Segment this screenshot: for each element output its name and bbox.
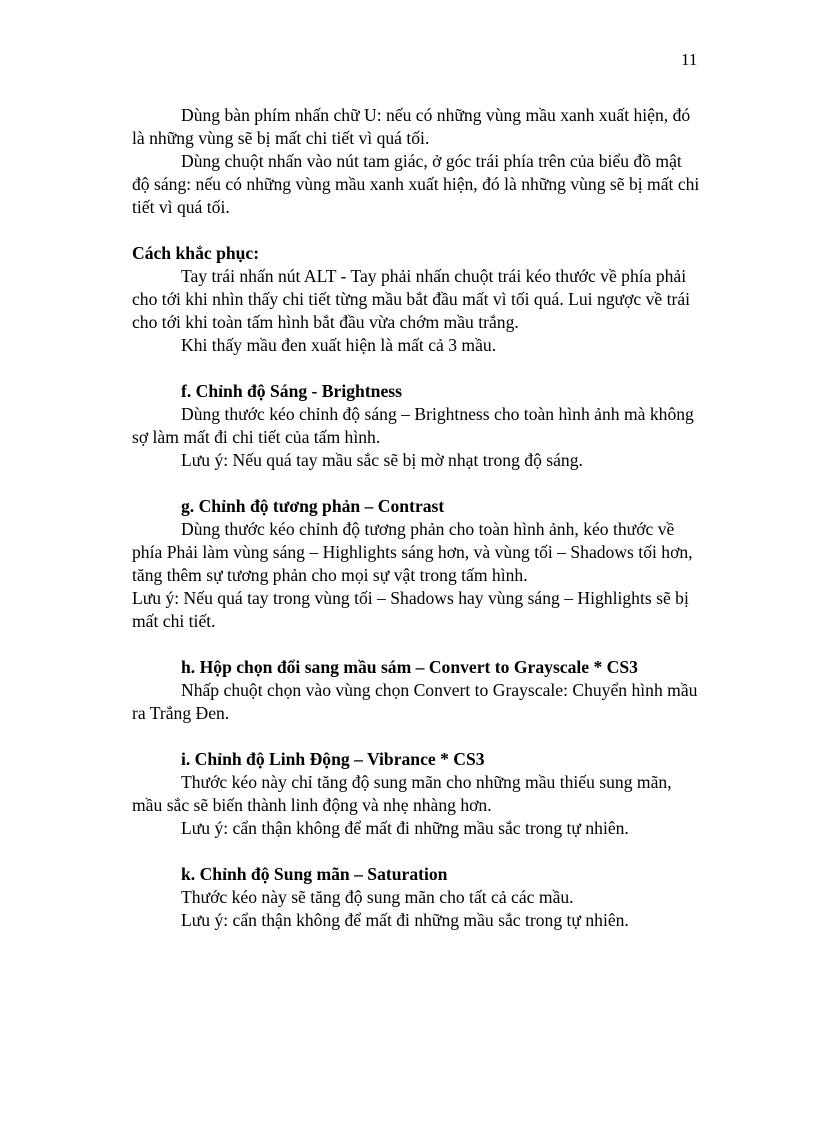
section-heading-brightness: f. Chỉnh độ Sáng - Brightness: [181, 381, 402, 401]
page-number: 11: [681, 50, 698, 69]
document-body: [132, 104, 702, 932]
paragraph: Dùng thước kéo chỉnh độ sáng – Brightness cho toàn hình ảnh mà không sợ làm mất đi chi tiết của tấm hình.: [132, 404, 694, 447]
paragraph: Thước kéo này sẽ tăng độ sung mãn cho tất cả các mầu.: [181, 887, 574, 907]
note: Lưu ý: cẩn thận không để mất đi những mầu sắc trong tự nhiên.: [181, 818, 629, 838]
note: Lưu ý: cẩn thận không để mất đi những mầu sắc trong tự nhiên.: [181, 910, 629, 930]
paragraph: Thước kéo này chỉ tăng độ sung mãn cho những mầu thiếu sung mãn, mầu sắc sẽ biến thành linh động và nhẹ nhàng hơn.: [132, 772, 672, 815]
section-heading-grayscale: h. Hộp chọn đổi sang mầu sám – Convert to Grayscale * CS3: [181, 657, 638, 677]
paragraph: Dùng chuột nhấn vào nút tam giác, ở góc trái phía trên của biểu đồ mật độ sáng: nếu có những vùng mầu xanh xuất hiện, đó là những vùng sẽ bị mất chi tiết vì quá tối.: [132, 151, 700, 217]
note: Lưu ý: Nếu quá tay mầu sắc sẽ bị mờ nhạt trong độ sáng.: [181, 450, 583, 470]
section-heading-vibrance: i. Chỉnh độ Linh Động – Vibrance * CS3: [181, 749, 485, 769]
paragraph: Dùng bàn phím nhấn chữ U: nếu có những vùng mầu xanh xuất hiện, đó là những vùng sẽ bị mất chi tiết vì quá tối.: [132, 105, 691, 148]
paragraph: Nhấp chuột chọn vào vùng chọn Convert to Grayscale: Chuyển hình mầu ra Trắng Đen.: [132, 680, 698, 723]
paragraph: Khi thấy mầu đen xuất hiện là mất cả 3 mầu.: [181, 335, 497, 355]
paragraph: Dùng thước kéo chỉnh độ tương phản cho toàn hình ảnh, kéo thước về phía Phải làm vùng sáng – Highlights sáng hơn, và vùng tối – Shadows tối hơn, tăng thêm sự tương phản cho mọi sự vật trong tấm hình.: [132, 519, 693, 585]
section-heading-saturation: k. Chỉnh độ Sung mãn – Saturation: [181, 864, 448, 884]
paragraph: Tay trái nhấn nút ALT - Tay phải nhấn chuột trái kéo thước về phía phải cho tới khi nhìn thấy chi tiết từng mầu bắt đầu mất vì tối quá. Lui ngược về trái cho tới khi toàn tấm hình bắt đầu vừa chớm mầu trắng.: [132, 266, 691, 332]
note: Lưu ý: Nếu quá tay trong vùng tối – Shadows hay vùng sáng – Highlights sẽ bị mất chi tiết.: [132, 588, 689, 631]
fix-heading: Cách khắc phục:: [132, 243, 260, 263]
section-heading-contrast: g. Chỉnh độ tương phản – Contrast: [181, 496, 445, 516]
